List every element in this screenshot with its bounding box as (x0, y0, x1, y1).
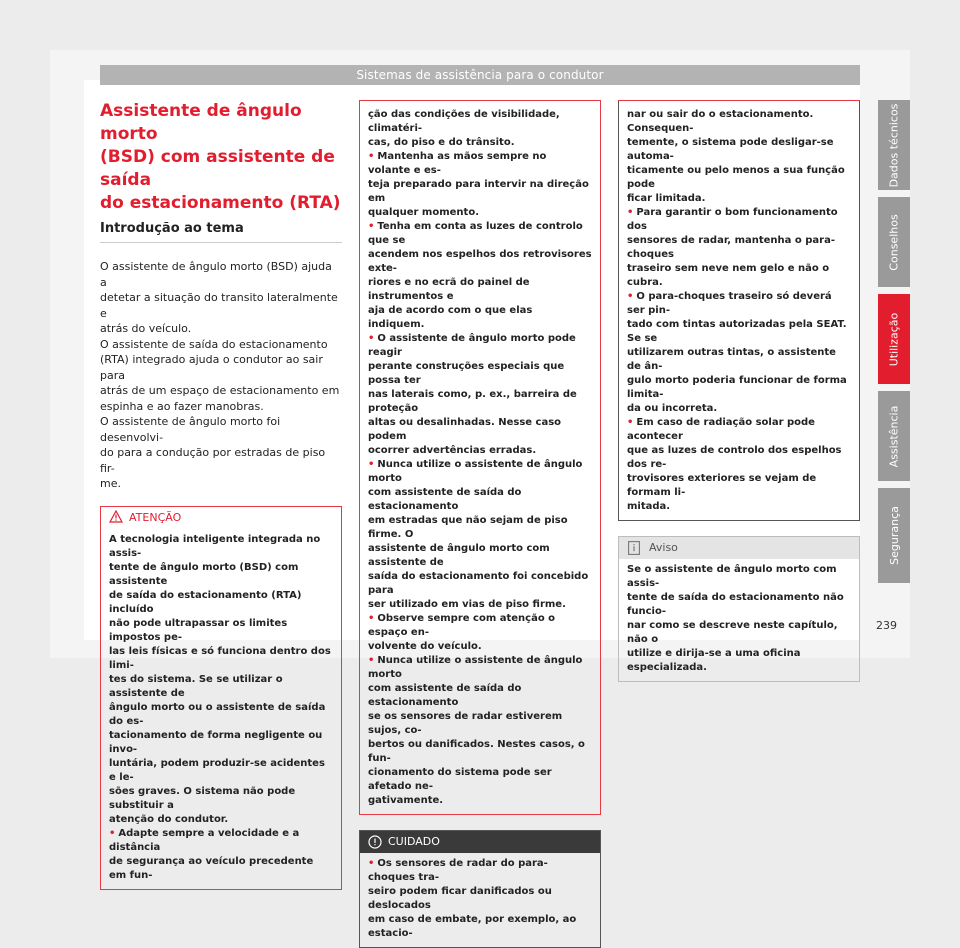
caution-circle-icon (368, 835, 382, 849)
list-item: • Nunca utilize o assistente de ângulo morto com assistente de saída do estacionamento em estradas que não sejam de piso firme. O assistente de ângulo morto com assistente de saída do estacionamento foi concebido para ser utilizado em vias de piso firme. (368, 459, 589, 610)
list-item: • Adapte sempre a velocidade e a distância de segurança ao veículo precedente em fun- (109, 827, 314, 881)
bullet-icon: • (368, 333, 375, 344)
warning-label: ATENÇÃO (129, 510, 182, 524)
paragraph: O assistente de ângulo morto foi desenvolvi- do para a condução por estradas de piso fir- me. (100, 415, 326, 490)
note-header (619, 537, 859, 559)
note-box (618, 536, 860, 682)
tab-dados-tecnicos[interactable]: Dados técnicos (878, 100, 910, 190)
intro-text (100, 259, 342, 492)
bullet-icon: • (109, 827, 116, 839)
section-header: Sistemas de assistência para o condutor (100, 65, 860, 85)
caution-body (360, 853, 600, 947)
warning-triangle-icon (109, 510, 123, 523)
list-item: • O assistente de ângulo morto pode reagir perante construções especiais que possa ter nas laterais como, p. ex., barreira de proteção altas ou desalinhadas. Nesse caso podem ocorrer advertências erradas. (368, 333, 577, 456)
warning-body (101, 529, 341, 889)
tab-assistencia[interactable]: Assistência (878, 391, 910, 481)
subtitle: Introdução ao tema (100, 221, 342, 243)
caution-continuation: nar ou sair do o estacionamento. Consequen- temente, o sistema pode desligar-se automa- ticamente ou pelo menos a sua função pode ficar limitada. (627, 109, 845, 204)
bullet-icon: • (627, 291, 634, 302)
page-title (100, 100, 342, 215)
paragraph: O assistente de saída do estacionamento (RTA) integrado ajuda o condutor ao sair para atrás de um espaço de estacionamento em espinha e ao fazer manobras. (100, 337, 340, 413)
bullet-icon: • (368, 221, 375, 232)
bullet-icon: • (368, 858, 375, 869)
list-item: • Os sensores de radar do para-choques tra- seiro podem ficar danificados ou deslocados em caso de embate, por exemplo, ao estacio- (368, 858, 577, 939)
bullet-icon: • (368, 151, 375, 162)
note-body (619, 559, 859, 681)
list-item: • Em caso de radiação solar pode acontecer que as luzes de controlo dos espelhos dos re- trovisores exteriores se vejam de formam li- mitada. (627, 417, 842, 512)
list-item: • Para garantir o bom funcionamento dos sensores de radar, mantenha o para-choques traseiro sem neve nem gelo e não o cubra. (627, 207, 838, 288)
title-line: do estacionamento (RTA) (100, 193, 341, 213)
caution-box-continued (618, 100, 860, 521)
title-line: Assistente de ângulo morto (100, 101, 302, 144)
note-label: Aviso (649, 541, 678, 554)
list-item: • Observe sempre com atenção o espaço en- volvente do veículo. (368, 613, 556, 652)
warning-body (360, 100, 600, 814)
page-number: 239 (876, 619, 897, 632)
column-2 (359, 100, 601, 948)
note-page-icon (628, 541, 640, 555)
title-line: (BSD) com assistente de saída (100, 147, 335, 190)
warning-box (100, 506, 342, 890)
column-1 (100, 100, 342, 890)
caution-label: CUIDADO (388, 835, 440, 848)
bullet-icon: • (627, 207, 634, 218)
bullet-icon: • (368, 459, 375, 470)
bullet-icon: • (368, 655, 375, 666)
caution-box (359, 830, 601, 948)
caution-body (619, 100, 859, 520)
tab-seguranca[interactable]: Segurança (878, 488, 910, 583)
tab-conselhos[interactable]: Conselhos (878, 197, 910, 287)
paragraph: O assistente de ângulo morto (BSD) ajuda a detetar a situação do transito lateralmente e atrás do veículo. (100, 260, 338, 335)
caution-header (360, 831, 600, 853)
column-3 (618, 100, 860, 682)
warning-continuation: ção das condições de visibilidade, climatéri- cas, do piso e do trânsito. (368, 109, 560, 148)
list-item: • Mantenha as mãos sempre no volante e es- teja preparado para intervir na direção em qualquer momento. (368, 151, 589, 218)
warning-intro: A tecnologia inteligente integrada no assis- tente de ângulo morto (BSD) com assistente de saída do estacionamento (RTA) incluído não pode ultrapassar os limites impostos pe- las leis físicas e só funciona dentro dos limi- tes do sistema. Se se utilizar o assistente de ângulo morto ou o assistente de saída do es- tacionamento de forma negligente ou invo- luntária, podem produzir-se acidentes e le- sões graves. O sistema não pode substituir a atenção do condutor. (109, 533, 331, 825)
list-item: • Tenha em conta as luzes de controlo que se acendem nos espelhos dos retrovisores exte- riores e no ecrã do painel de instrumentos e aja de acordo com o que elas indiquem. (368, 221, 592, 330)
bullet-icon: • (368, 613, 375, 624)
list-item: • O para-choques traseiro só deverá ser pin- tado com tintas autorizadas pela SEAT. Se se utilizarem outras tintas, o assistente de ân- gulo morto poderia funcionar de forma limita- da ou incorreta. (627, 291, 847, 414)
bullet-icon: • (627, 417, 634, 428)
note-text: Se o assistente de ângulo morto com assis- tente de saída do estacionamento não funcio- nar como se descreve neste capítulo, não o utilize e dirija-se a uma oficina especializada. (627, 564, 844, 673)
warning-header (101, 507, 341, 529)
list-item: • Nunca utilize o assistente de ângulo morto com assistente de saída do estacionamento se os sensores de radar estiverem sujos, co- bertos ou danificados. Nestes casos, o fun- cionamento do sistema pode ser afetado ne- gativamente. (368, 655, 585, 806)
tab-utilizacao[interactable]: Utilização (878, 294, 910, 384)
